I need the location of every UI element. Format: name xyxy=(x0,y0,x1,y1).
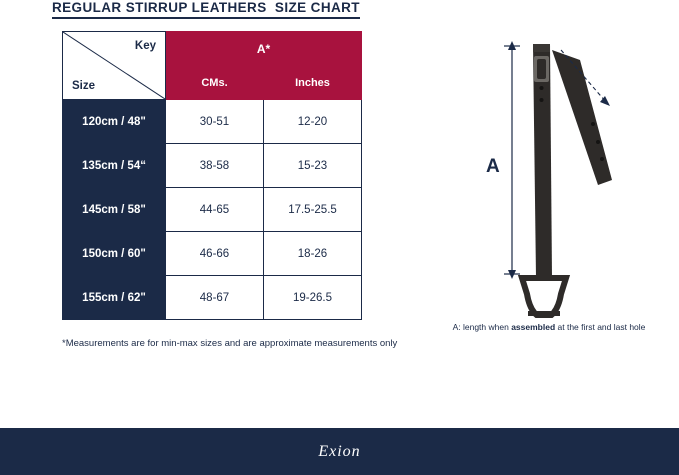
row-inches-value: 12-20 xyxy=(264,100,362,144)
corner-key-size-cell xyxy=(63,32,166,100)
table-row xyxy=(63,188,362,232)
row-cms-value: 30-51 xyxy=(166,100,264,144)
table-header-row xyxy=(63,32,362,66)
diagram-caption xyxy=(424,322,674,332)
caption-bold-text: assembled xyxy=(511,322,556,332)
caption-pre-text: A: length when xyxy=(452,322,512,332)
row-size-value: 155cm / 62" xyxy=(63,276,166,320)
row-cms-value: 44-65 xyxy=(166,188,264,232)
size-chart-table xyxy=(62,31,362,320)
row-cms-value: 38-58 xyxy=(166,144,264,188)
stirrup-leather-illustration-icon xyxy=(430,28,660,318)
measurement-footnote: *Measurements are for min-max sizes and are approximate measurements only xyxy=(62,338,398,349)
footer-bar xyxy=(0,428,679,475)
row-inches-value: 15-23 xyxy=(264,144,362,188)
row-cms-value: 48-67 xyxy=(166,276,264,320)
table-row xyxy=(63,232,362,276)
table-row xyxy=(63,144,362,188)
table-row xyxy=(63,276,362,320)
row-size-value: 120cm / 48" xyxy=(63,100,166,144)
row-size-value: 135cm / 54“ xyxy=(63,144,166,188)
row-cms-value: 46-66 xyxy=(166,232,264,276)
row-inches-value: 19-26.5 xyxy=(264,276,362,320)
row-inches-value: 18-26 xyxy=(264,232,362,276)
brand-logo: Exion xyxy=(318,442,361,460)
table xyxy=(62,31,362,320)
stirrup-leather-diagram xyxy=(430,28,660,318)
caption-post-text: at the first and last hole xyxy=(555,322,646,332)
row-size-value: 150cm / 60" xyxy=(63,232,166,276)
corner-key-label: Key xyxy=(134,40,156,52)
subheader-cms: CMs. xyxy=(166,66,264,100)
row-inches-value: 17.5-25.5 xyxy=(264,188,362,232)
corner-size-label: Size xyxy=(72,80,96,92)
page-title: REGULAR STIRRUP LEATHERS SIZE CHART xyxy=(52,0,360,19)
measurement-label-a: A xyxy=(486,156,500,177)
subheader-inches: Inches xyxy=(264,66,362,100)
group-header-a: A* xyxy=(166,32,362,66)
table-row xyxy=(63,100,362,144)
row-size-value: 145cm / 58" xyxy=(63,188,166,232)
